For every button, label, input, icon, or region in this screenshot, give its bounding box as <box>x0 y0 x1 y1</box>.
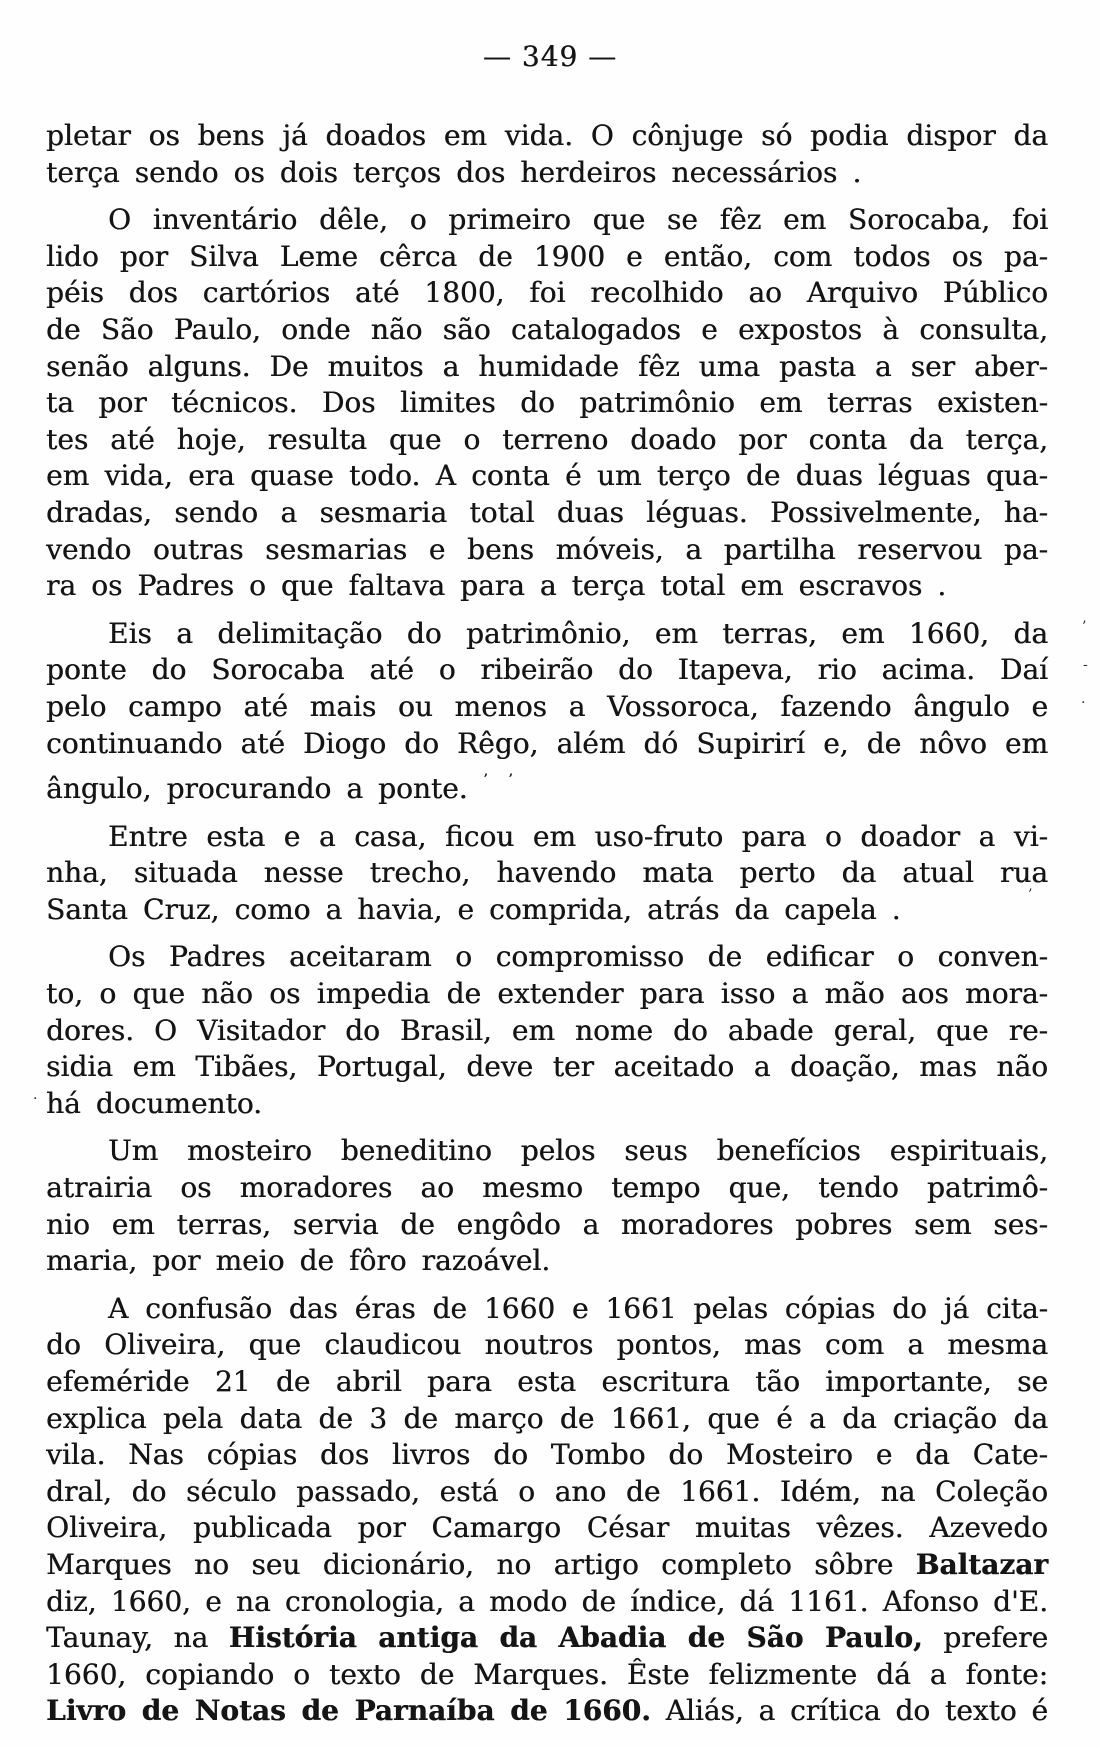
text-line <box>46 689 1048 726</box>
bold-text: Baltazar <box>915 1547 1048 1581</box>
paragraph <box>46 819 1048 929</box>
text-line <box>46 532 1048 569</box>
text-line <box>46 1474 1048 1511</box>
text-line <box>46 1510 1048 1547</box>
text-line <box>46 385 1048 422</box>
text-segment: Entre esta e a casa, ficou em uso-fruto para o doador a vi- <box>108 819 1048 853</box>
text-segment: tes até hoje, resulta que o terreno doado por conta da terça, <box>46 422 1048 456</box>
paragraph <box>46 939 1048 1122</box>
text-line <box>46 239 1048 276</box>
text-line <box>46 1243 1048 1280</box>
text-segment: em vida, era quase todo. A conta é um terço de duas léguas qua- <box>46 459 1048 493</box>
paragraph <box>46 118 1048 191</box>
text-segment: explica pela data de 3 de março de 1661, que é a da criação da <box>46 1401 1048 1435</box>
text-segment: de São Paulo, onde não são catalogados e expostos à consulta, <box>46 312 1048 346</box>
text-line <box>46 1620 1048 1657</box>
text-line <box>46 819 1048 856</box>
text-segment: Os Padres aceitaram o compromisso de edificar o conven- <box>108 940 1048 974</box>
scan-speck: · <box>1081 695 1086 711</box>
text-line <box>46 202 1048 239</box>
text-line <box>46 652 1048 689</box>
text-segment: dores. O Visitador do Brasil, em nome do abade geral, que re- <box>46 1013 1048 1047</box>
text-segment: sidia em Tibães, Portugal, deve ter aceitado a doação, mas não <box>46 1050 1048 1084</box>
text-segment: Marques no seu dicionário, no artigo completo sôbre <box>46 1547 916 1581</box>
text-segment: terça sendo os dois terços dos herdeiros necessários . <box>46 155 862 189</box>
text-line <box>46 155 1048 192</box>
text-segment: ângulo, procurando a ponte. <box>46 772 468 806</box>
text-line <box>46 616 1048 653</box>
page-number: — 349 — <box>482 40 618 73</box>
text-segment: efeméride 21 de abril para esta escritura tão importante, se <box>46 1365 1048 1398</box>
text-line <box>46 458 1048 495</box>
text-line <box>46 1401 1048 1438</box>
text-line <box>46 1327 1048 1364</box>
scan-speck: ’ <box>1028 887 1033 903</box>
text-segment: Santa Cruz, como a havia, e comprida, atrás da capela . <box>46 892 901 926</box>
text-segment: prefere <box>922 1621 1049 1655</box>
text-line <box>46 568 1048 605</box>
scan-speck: · <box>33 1091 38 1107</box>
text-line <box>46 1207 1048 1244</box>
text-segment: pelo campo até mais ou menos a Vossoroca, fazendo ângulo e <box>46 689 1048 723</box>
bold-text: História antiga da Abadia de São Paulo, <box>228 1621 923 1655</box>
text-segment: vendo outras sesmarias e bens móveis, a partilha reservou pa- <box>46 532 1048 566</box>
text-segment: continuando até Diogo do Rêgo, além dó Supirirí e, de nôvo em <box>46 726 1048 760</box>
text-block <box>46 118 1048 1730</box>
bold-text: Livro de Notas de Parnaíba de 1660. <box>46 1694 651 1728</box>
text-segment: atrairia os moradores ao mesmo tempo que, tendo patrimô- <box>46 1171 1048 1205</box>
text-line <box>46 1437 1048 1474</box>
text-line <box>46 1291 1048 1328</box>
text-line <box>46 118 1048 155</box>
text-line <box>46 349 1048 386</box>
text-segment: vila. Nas cópias dos livros do Tombo do Mosteiro e da Cate- <box>46 1438 1048 1472</box>
text-line <box>46 892 1048 929</box>
text-line <box>46 1170 1048 1207</box>
text-segment: há documento. <box>46 1086 262 1120</box>
text-segment: maria, por meio de fôro razoável. <box>46 1244 551 1278</box>
text-line <box>46 762 1048 808</box>
text-segment: nio em terras, servia de engôdo a moradores pobres sem ses- <box>46 1207 1048 1241</box>
text-line <box>46 726 1048 763</box>
text-segment: to, o que não os impedia de extender para isso a mão aos mora- <box>46 977 1048 1011</box>
text-segment: péis dos cartórios até 1800, foi recolhido ao Arquivo Público <box>46 276 1048 310</box>
paragraph <box>46 616 1048 808</box>
text-segment: ’ ’ <box>467 772 518 789</box>
text-segment: do Oliveira, que claudicou noutros pontos, mas com a mesma <box>46 1328 1048 1362</box>
scan-speck: ’ <box>1082 619 1087 635</box>
text-segment: 1660, copiando o texto de Marques. Êste felizmente dá a fonte: <box>46 1657 1048 1691</box>
text-line <box>46 855 1048 892</box>
text-line <box>46 939 1048 976</box>
text-line <box>46 1547 1048 1584</box>
paragraph <box>46 1291 1048 1730</box>
text-line <box>46 1693 1048 1730</box>
text-segment: Aliás, a crítica do texto é <box>650 1694 1048 1728</box>
text-line <box>46 422 1048 459</box>
text-segment: diz, 1660, e na cronologia, a modo de índice, dá 1161. Afonso d'E. <box>46 1584 1048 1618</box>
text-segment: A confusão das éras de 1660 e 1661 pelas cópias do já cita- <box>108 1291 1048 1325</box>
text-segment: ra os Padres o que faltava para a terça total em escravos . <box>46 569 947 603</box>
text-line <box>46 1133 1048 1170</box>
text-segment: Taunay, na <box>46 1621 229 1655</box>
text-segment: senão alguns. De muitos a humidade fêz uma pasta a ser aber- <box>46 349 1048 383</box>
text-segment: dradas, sendo a sesmaria total duas léguas. Possivelmente, ha- <box>46 495 1048 529</box>
text-line <box>46 275 1048 312</box>
text-line <box>46 1584 1048 1621</box>
text-line <box>46 1049 1048 1086</box>
scan-speck: - <box>1083 657 1088 673</box>
text-line <box>46 1086 1048 1123</box>
text-line <box>46 1657 1048 1694</box>
text-segment: Eis a delimitação do patrimônio, em terras, em 1660, da <box>108 616 1048 650</box>
text-line <box>46 495 1048 532</box>
text-segment: Oliveira, publicada por Camargo César muitas vêzes. Azevedo <box>46 1511 1048 1545</box>
text-line <box>46 976 1048 1013</box>
text-segment: ta por técnicos. Dos limites do patrimônio em terras existen- <box>46 386 1048 420</box>
text-segment: lido por Silva Leme cêrca de 1900 e então, com todos os pa- <box>46 239 1048 273</box>
paragraph <box>46 202 1048 605</box>
text-segment: pletar os bens já doados em vida. O cônjuge só podia dispor da <box>46 119 1048 152</box>
text-segment: Um mosteiro beneditino pelos seus benefícios espirituais, <box>108 1134 1048 1168</box>
text-segment: nha, situada nesse trecho, havendo mata perto da atual rua <box>46 856 1048 890</box>
paragraph <box>46 1133 1048 1279</box>
text-line <box>46 312 1048 349</box>
text-segment: O inventário dêle, o primeiro que se fêz em Sorocaba, foi <box>108 203 1048 237</box>
text-line <box>46 1364 1048 1401</box>
text-segment: dral, do século passado, está o ano de 1661. Idém, na Coleção <box>46 1474 1048 1508</box>
text-line <box>46 1013 1048 1050</box>
text-segment: ponte do Sorocaba até o ribeirão do Itapeva, rio acima. Daí <box>46 653 1048 687</box>
